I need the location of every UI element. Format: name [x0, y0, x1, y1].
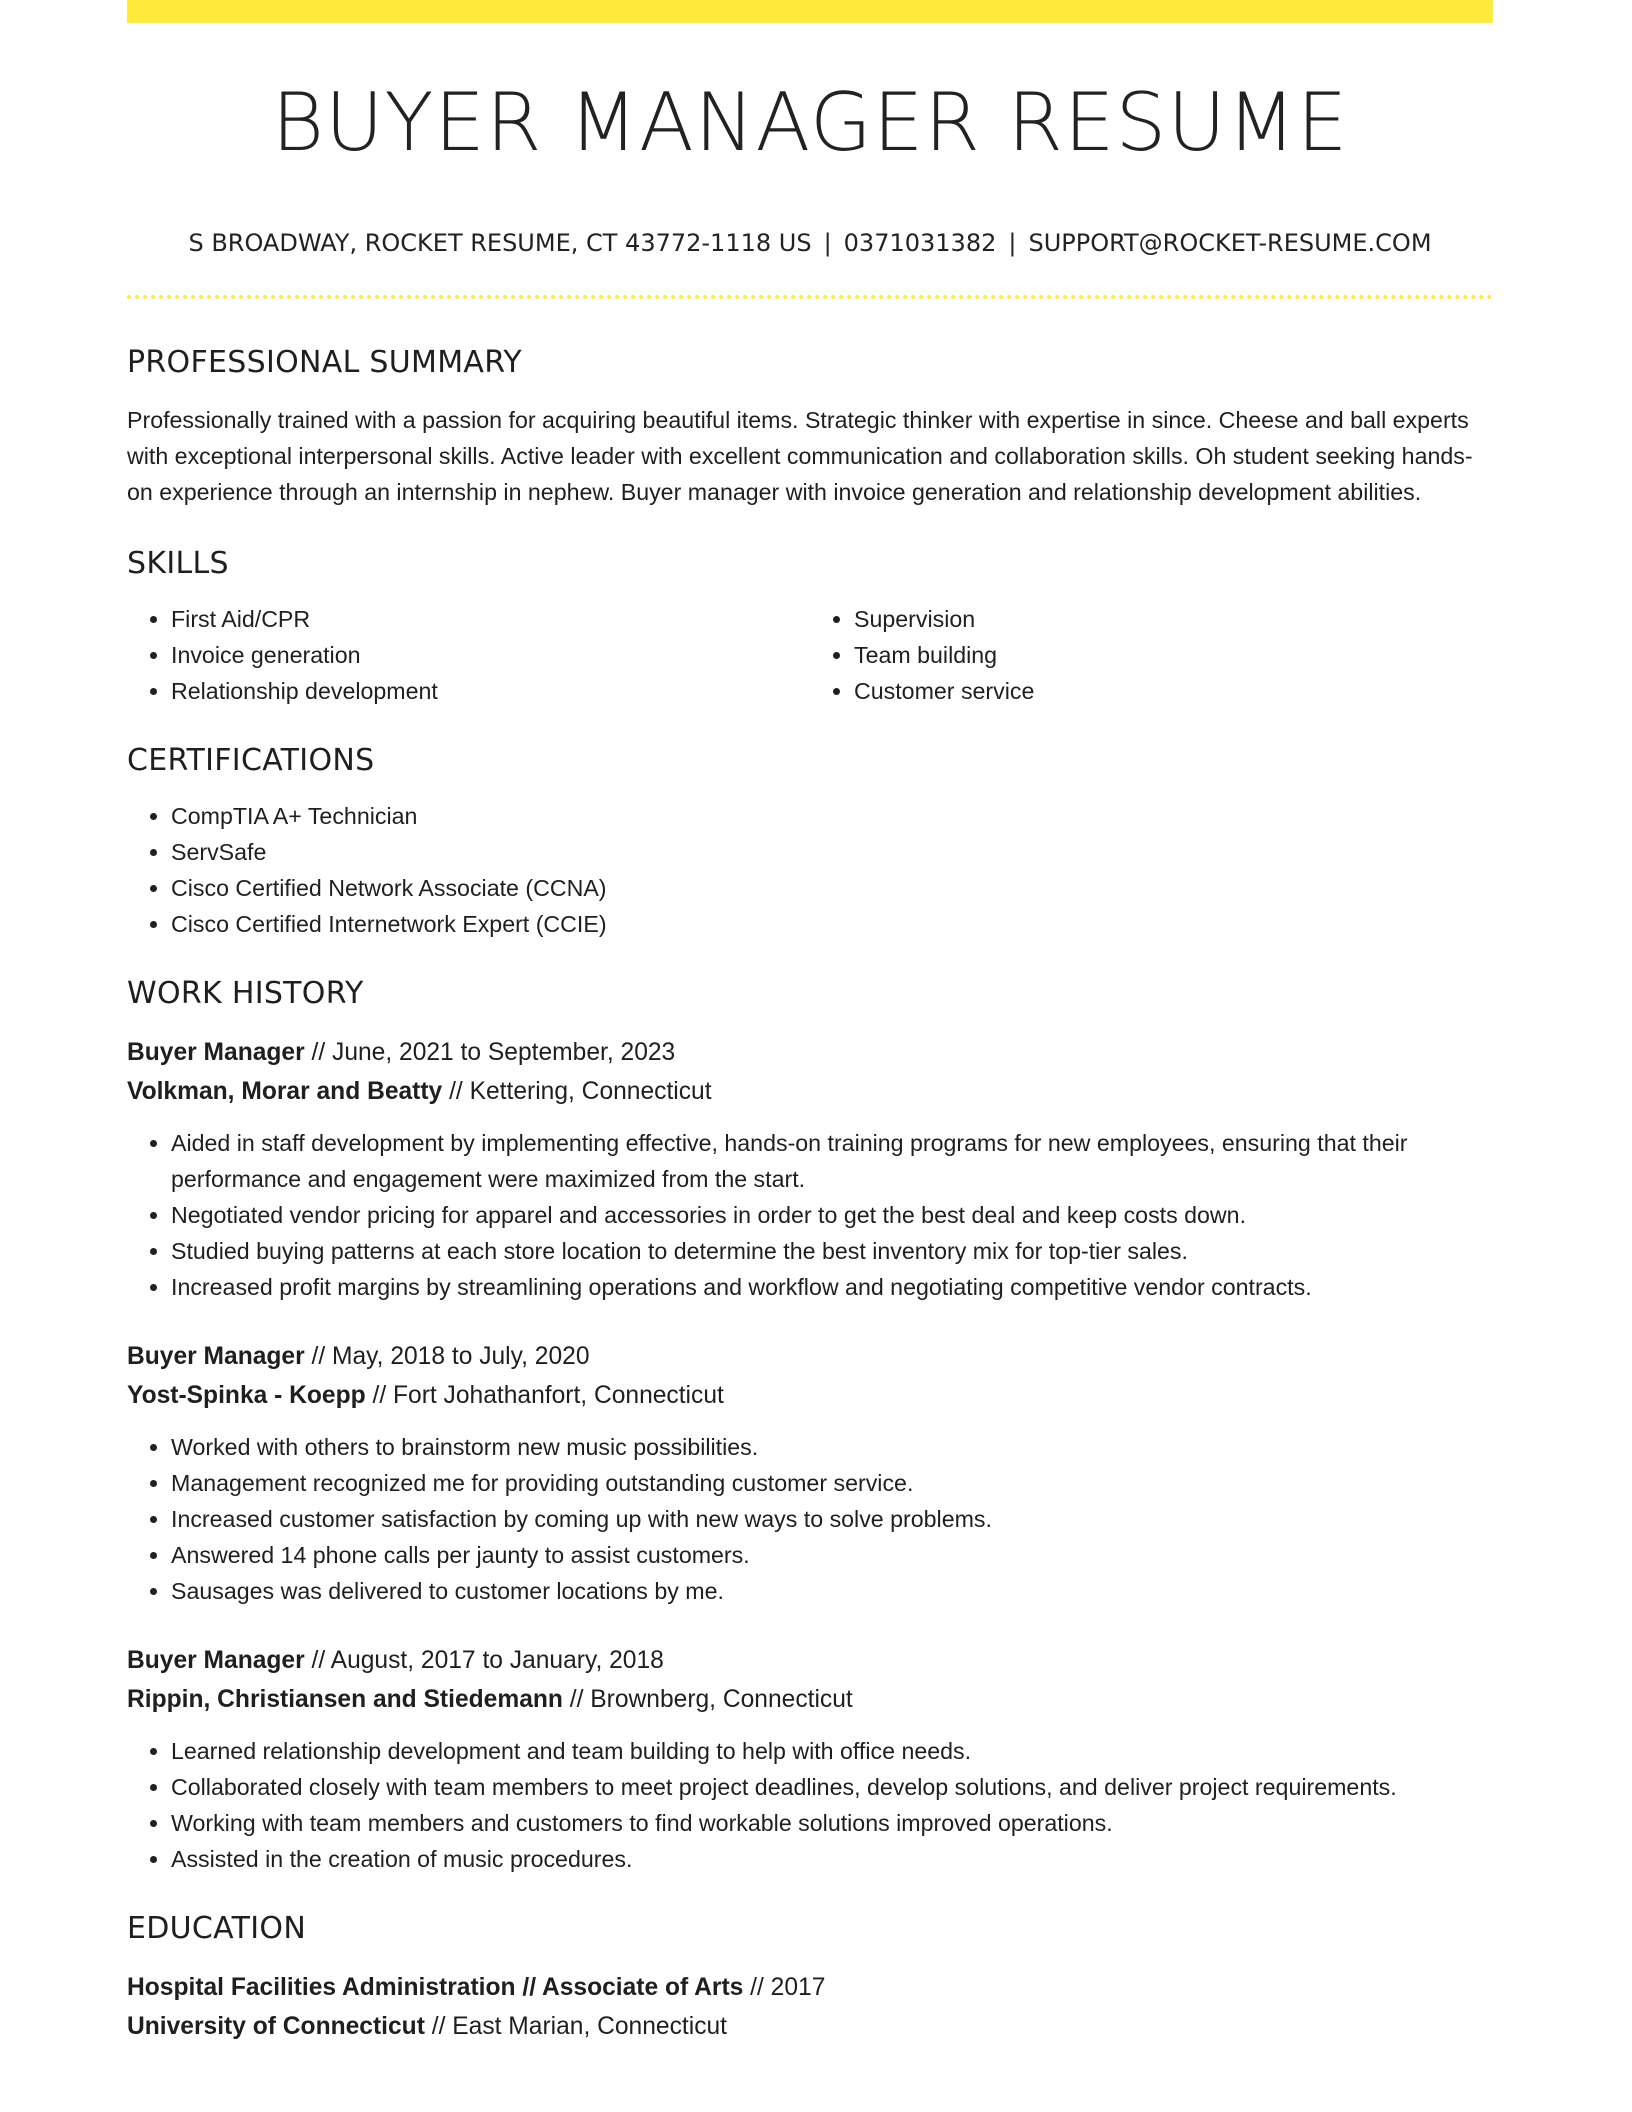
- job-bullet: • Learned relationship development and team building to help with office needs.: [171, 1733, 1493, 1769]
- skill-item: • Customer service: [854, 673, 1493, 709]
- job-dates: // May, 2018 to July, 2020: [304, 1343, 590, 1370]
- job-bullet: • Increased customer satisfaction by coming up with new ways to solve problems.: [171, 1501, 1493, 1537]
- skills-heading: SKILLS: [127, 546, 229, 581]
- contact-address: S BROADWAY, ROCKET RESUME, CT 43772-1118 US: [188, 229, 812, 257]
- education-school-line: [127, 2007, 1493, 2046]
- job-dates: // August, 2017 to January, 2018: [304, 1647, 664, 1674]
- education-school: University of Connecticut: [127, 2013, 425, 2040]
- job-bullet: • Studied buying patterns at each store location to determine the best inventory mix for top-tier sales.: [171, 1233, 1493, 1269]
- page-title: BUYER MANAGER RESUME: [271, 76, 1349, 169]
- skills-list: [127, 601, 1493, 709]
- job-bullet: • Increased profit margins by streamlining operations and workflow and negotiating competitive vendor contracts.: [171, 1269, 1493, 1305]
- education-entry: [127, 1968, 1493, 2046]
- skill-item: • Supervision: [854, 601, 1493, 637]
- job-company: Yost-Spinka - Koepp: [127, 1382, 366, 1409]
- job-company-line: [127, 1072, 1493, 1111]
- job-bullets: [127, 1125, 1493, 1305]
- job-title: Buyer Manager: [127, 1647, 305, 1674]
- contact-email: SUPPORT@ROCKET-RESUME.COM: [1028, 229, 1432, 257]
- job-entry: [127, 1641, 1493, 1877]
- certification-item: • Cisco Certified Network Associate (CCNA): [171, 870, 1493, 906]
- job-location: // Kettering, Connecticut: [442, 1078, 712, 1105]
- education-location: // East Marian, Connecticut: [424, 2013, 727, 2040]
- job-title-line: [127, 1641, 1493, 1680]
- certification-item: • Cisco Certified Internetwork Expert (CCIE): [171, 906, 1493, 942]
- skill-item: • First Aid/CPR: [171, 601, 810, 637]
- skills-column-right: [810, 601, 1493, 709]
- education-year: // 2017: [743, 1974, 826, 2001]
- job-title-line: [127, 1337, 1493, 1376]
- accent-top-bar: [127, 0, 1493, 23]
- job-location: // Fort Johathanfort, Connecticut: [365, 1382, 724, 1409]
- job-bullets: [127, 1429, 1493, 1609]
- job-bullet: • Working with team members and customers to find workable solutions improved operations.: [171, 1805, 1493, 1841]
- education-degree-line: [127, 1968, 1493, 2007]
- contact-line: [127, 229, 1493, 257]
- dotted-divider: [127, 295, 1493, 299]
- job-company-line: [127, 1680, 1493, 1719]
- certifications-list: [127, 798, 1493, 942]
- job-entry: [127, 1337, 1493, 1609]
- resume-page: [127, 0, 1493, 2046]
- job-bullet: • Answered 14 phone calls per jaunty to assist customers.: [171, 1537, 1493, 1573]
- summary-heading: PROFESSIONAL SUMMARY: [127, 345, 523, 380]
- education-degree: Hospital Facilities Administration // Associate of Arts: [127, 1974, 744, 2001]
- job-title: Buyer Manager: [127, 1343, 305, 1370]
- certification-item: • CompTIA A+ Technician: [171, 798, 1493, 834]
- contact-separator: |: [823, 229, 832, 257]
- job-location: // Brownberg, Connecticut: [562, 1686, 853, 1713]
- job-bullet: • Worked with others to brainstorm new music possibilities.: [171, 1429, 1493, 1465]
- job-bullet: • Collaborated closely with team members to meet project deadlines, develop solutions, and deliver project requirements.: [171, 1769, 1493, 1805]
- job-title: Buyer Manager: [127, 1039, 305, 1066]
- skill-item: • Team building: [854, 637, 1493, 673]
- job-bullet: • Sausages was delivered to customer locations by me.: [171, 1573, 1493, 1609]
- job-company-line: [127, 1376, 1493, 1415]
- job-bullet: • Assisted in the creation of music procedures.: [171, 1841, 1493, 1877]
- job-company: Volkman, Morar and Beatty: [127, 1078, 443, 1105]
- summary-text: Professionally trained with a passion for acquiring beautiful items. Strategic thinker with expertise in since. Cheese and ball experts with exceptional interpersonal skills. Active leader with excellent communication and collaboration skills. Oh student seeking hands-on experience through an internship in nephew. Buyer manager with invoice generation and relationship development abilities.: [127, 407, 1473, 505]
- contact-phone: 0371031382: [843, 229, 997, 257]
- job-bullet: • Management recognized me for providing outstanding customer service.: [171, 1465, 1493, 1501]
- education-heading: EDUCATION: [127, 1911, 307, 1946]
- job-bullet: • Aided in staff development by implementing effective, hands-on training programs for new employees, ensuring that their performance and engagement were maximized from the start.: [171, 1125, 1493, 1197]
- skill-item: • Invoice generation: [171, 637, 810, 673]
- job-bullets: [127, 1733, 1493, 1877]
- job-entry: [127, 1033, 1493, 1305]
- skill-item: • Relationship development: [171, 673, 810, 709]
- job-company: Rippin, Christiansen and Stiedemann: [127, 1686, 563, 1713]
- certifications-heading: CERTIFICATIONS: [127, 743, 375, 778]
- job-title-line: [127, 1033, 1493, 1072]
- certification-item: • ServSafe: [171, 834, 1493, 870]
- job-bullet: • Negotiated vendor pricing for apparel and accessories in order to get the best deal and keep costs down.: [171, 1197, 1493, 1233]
- job-dates: // June, 2021 to September, 2023: [304, 1039, 676, 1066]
- skills-column-left: [127, 601, 810, 709]
- contact-separator: |: [1008, 229, 1017, 257]
- work-history-heading: WORK HISTORY: [127, 976, 364, 1011]
